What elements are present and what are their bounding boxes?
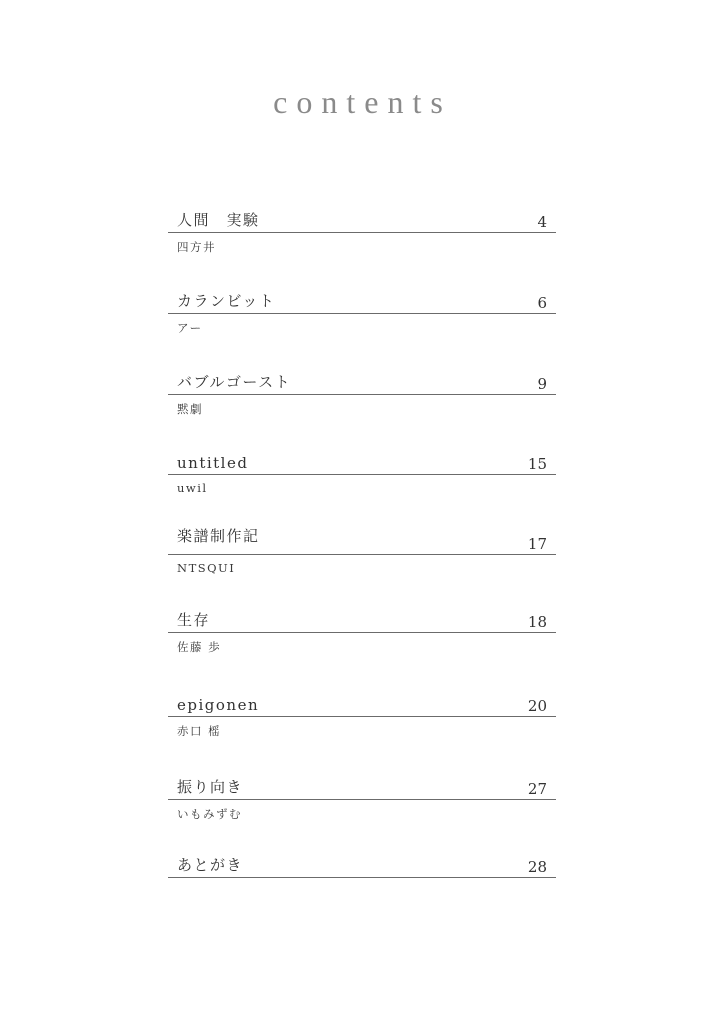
toc-entry-author: uwil (177, 481, 208, 495)
toc-entry-page: 6 (537, 294, 547, 312)
toc-entry-title: 振り向き (177, 778, 244, 796)
toc-entry[interactable] (168, 527, 556, 575)
toc-entry[interactable] (168, 855, 556, 878)
toc-entry-page: 28 (527, 858, 547, 876)
toc-entry-title: バブルゴースト (177, 373, 292, 391)
toc-entry-author: NTSQUI (177, 561, 236, 575)
toc-entry-page: 27 (527, 780, 547, 798)
toc-entry-title: epigonen (177, 696, 260, 714)
toc-entry-row (168, 694, 556, 717)
toc-entry-title: 人間 実験 (177, 211, 260, 229)
toc-entry-row (168, 527, 556, 555)
toc-entry-row (168, 610, 556, 633)
toc-entry-author: アー (177, 321, 203, 335)
toc-entry-author: 四方井 (177, 240, 216, 254)
toc-entry-author: 黙劇 (177, 402, 203, 416)
toc-entry[interactable] (168, 610, 556, 654)
toc-entry-title: 楽譜制作記 (177, 527, 260, 545)
toc-entry-author: 赤口 榣 (177, 724, 222, 738)
toc-entry[interactable] (168, 372, 556, 416)
toc-entry-row (168, 210, 556, 233)
toc-entry-title: カランビット (177, 292, 276, 310)
toc-entry-page: 17 (527, 535, 547, 553)
toc-entry-row (168, 291, 556, 314)
toc-entry-title: あとがき (177, 856, 244, 874)
toc-entry-author: 佐藤 歩 (177, 640, 222, 654)
toc-entry-row (168, 777, 556, 800)
toc-entry[interactable] (168, 291, 556, 335)
toc-entry-author: いもみずむ (177, 807, 242, 821)
toc-entry-page: 15 (527, 455, 547, 473)
toc-entry-page: 4 (537, 213, 547, 231)
page-title: contents (273, 84, 452, 120)
toc-entry[interactable] (168, 777, 556, 821)
toc-entry-title: 生存 (177, 611, 211, 629)
toc-entry-title: untitled (177, 454, 249, 472)
toc-entry[interactable] (168, 210, 556, 254)
toc-entry[interactable] (168, 452, 556, 495)
toc-entry-row (168, 855, 556, 878)
toc-entry-row (168, 372, 556, 395)
toc-entry-page: 20 (527, 697, 547, 715)
toc-entry-page: 18 (527, 613, 547, 631)
toc-entry-row (168, 452, 556, 475)
toc-entry-page: 9 (537, 375, 547, 393)
toc-entry[interactable] (168, 694, 556, 738)
